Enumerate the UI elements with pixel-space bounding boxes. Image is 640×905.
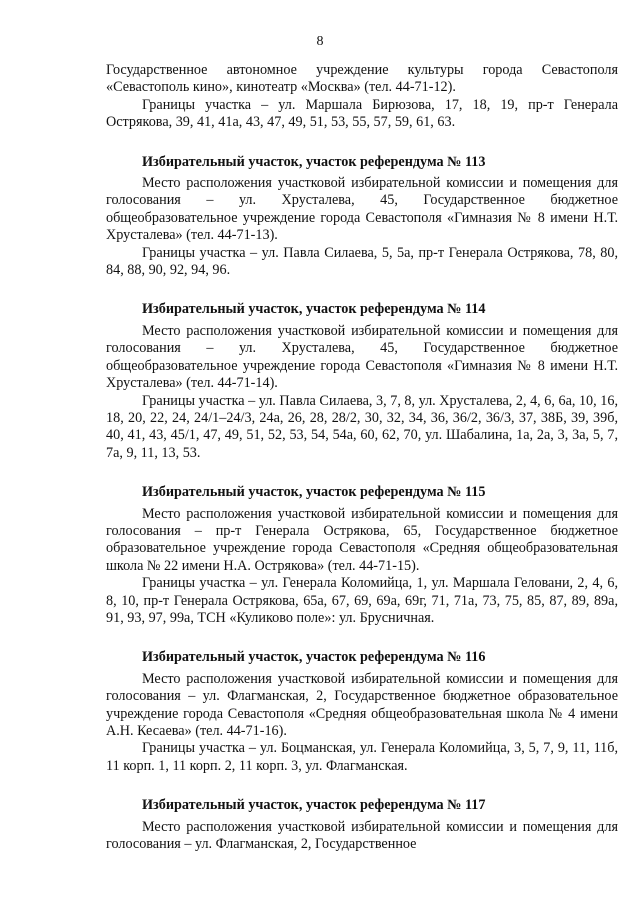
section-location: Место расположения участковой избирательной комиссии и помещения для голосования – ул. Флагманская, 2, Государственное бюджетное образовательное учреждение города Севастополя «Средняя общеобразовательная школа № 4 имени А.Н. Кесаева» (тел. 44-71-16). <box>106 670 618 739</box>
section-heading: Избирательный участок, участок референдума № 113 <box>142 153 486 170</box>
section-location: Место расположения участковой избирательной комиссии и помещения для голосования – пр-т Генерала Острякова, 65, Государственное бюджетное образовательное учреждение города Севастополя «Средняя общеобразовательная школа № 22 имени Н.А. Острякова» (тел. 44-71-15). <box>106 505 618 574</box>
section-117 <box>106 797 618 853</box>
section-heading: Избирательный участок, участок референдума № 117 <box>142 797 486 814</box>
section-borders: Границы участка – ул. Павла Силаева, 3, 7, 8, ул. Хрусталева, 2, 4, 6, 6а, 10, 16, 18, 20, 22, 24, 24/1–24/3, 24а, 26, 28, 28/2, 30, 32, 34, 36, 36/2, 36/3, 37, 38Б, 39, 39б, 40, 41, 43, 45/1, 47, 49, 51, 52, 53, 54, 54а, 60, 62, 70, ул. Шабалина, 1а, 2а, 3, 3а, 5, 7, 7а, 9, 11, 13, 53. <box>106 392 618 461</box>
document-body <box>106 62 618 853</box>
section-borders: Границы участка – ул. Павла Силаева, 5, 5а, пр-т Генерала Острякова, 78, 80, 84, 88, 90, 92, 94, 96. <box>106 244 618 279</box>
intro-borders: Границы участка – ул. Маршала Бирюзова, 17, 18, 19, пр-т Генерала Острякова, 39, 41, 41а, 43, 47, 49, 51, 53, 55, 57, 59, 61, 63. <box>106 96 618 131</box>
section-heading: Избирательный участок, участок референдума № 115 <box>142 484 486 501</box>
page-number: 8 <box>316 34 324 49</box>
section-borders: Границы участка – ул. Генерала Коломийца, 1, ул. Маршала Геловани, 2, 4, 6, 8, 10, пр-т Генерала Острякова, 65а, 67, 69, 69а, 69г, 71, 71а, 73, 75, 85, 87, 89, 89а, 91, 93, 97, 99а, ТСН «Куликово поле»: ул. Брусничная. <box>106 575 618 626</box>
section-location: Место расположения участковой избирательной комиссии и помещения для голосования – ул. Хрусталева, 45, Государственное бюджетное общеобразовательное учреждение города Севастополя «Гимназия № 8 имени Н.Т. Хрусталева» (тел. 44-71-13). <box>106 175 618 244</box>
section-borders: Границы участка – ул. Боцманская, ул. Генерала Коломийца, 3, 5, 7, 9, 11, 11б, 11 корп. 1, 11 корп. 2, 11 корп. 3, ул. Флагманская. <box>106 740 618 774</box>
section-heading: Избирательный участок, участок референдума № 114 <box>142 301 486 318</box>
section-116 <box>106 649 618 775</box>
section-heading: Избирательный участок, участок референдума № 116 <box>142 649 486 666</box>
section-113 <box>106 154 618 280</box>
section-location: Место расположения участковой избирательной комиссии и помещения для голосования – ул. Флагманская, 2, Государственное <box>106 818 618 853</box>
section-location: Место расположения участковой избирательной комиссии и помещения для голосования – ул. Хрусталева, 45, Государственное бюджетное общеобразовательное учреждение города Севастополя «Гимназия № 8 имени Н.Т. Хрусталева» (тел. 44-71-14). <box>106 322 618 392</box>
section-115 <box>106 484 618 627</box>
section-114 <box>106 301 618 462</box>
intro-paragraph: Государственное автономное учреждение культуры города Севастополя «Севастополь кино», кинотеатр «Москва» (тел. 44-71-12). <box>106 62 618 96</box>
